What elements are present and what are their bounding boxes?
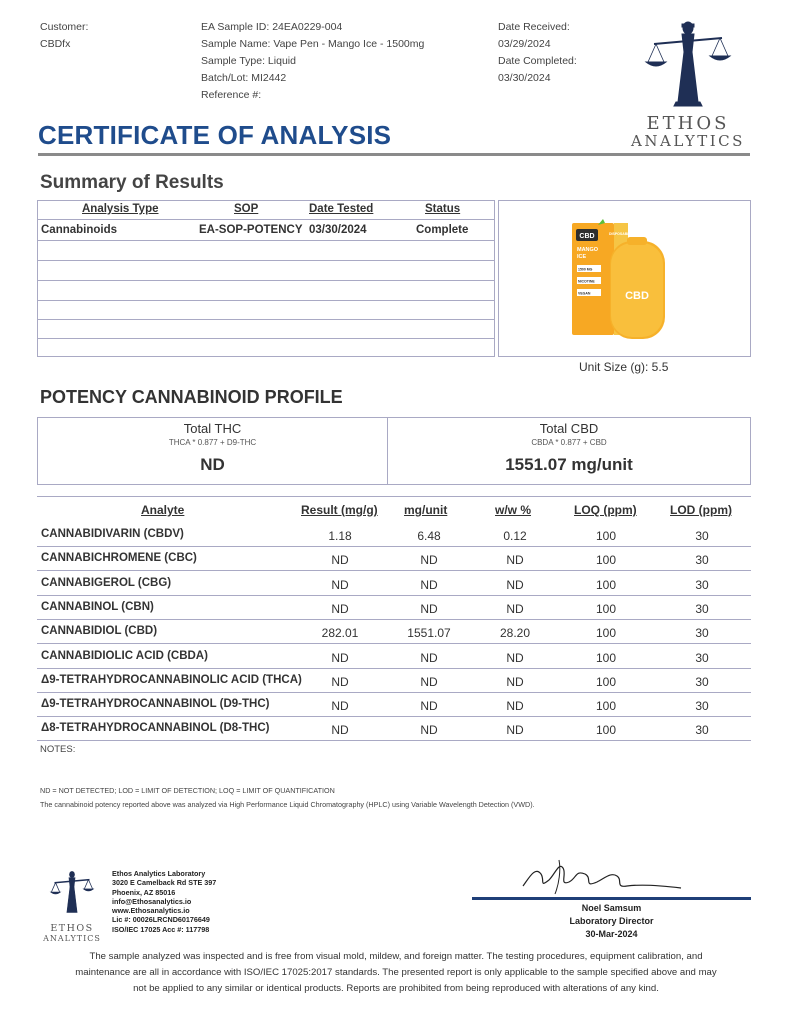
- box-flavor-2: ICE: [577, 254, 587, 260]
- total-thc-value: ND: [200, 455, 225, 474]
- analyte-name: Δ9-TETRAHYDROCANNABINOL (D9-THC): [41, 698, 270, 711]
- total-cbd-value: 1551.07 mg/unit: [505, 455, 633, 474]
- analyte-name: CANNABIDIVARIN (CBDV): [41, 528, 184, 540]
- table-row: [37, 572, 751, 596]
- customer-value: CBDfx: [40, 38, 71, 50]
- analyte-name: Δ9-TETRAHYDROCANNABINOLIC ACID (THCA): [41, 673, 302, 686]
- analyte-loq: 100: [595, 577, 617, 592]
- sample-id: EA Sample ID: 24EA0229-004: [201, 21, 343, 33]
- analyte-lod: 30: [695, 553, 709, 568]
- summary-cell-status: Complete: [416, 224, 469, 236]
- analyte-lod: 30: [695, 650, 709, 665]
- analyte-header-ww: w/w %: [495, 503, 532, 517]
- analyte-header-name: Analyte: [141, 503, 185, 517]
- analyte-result-mg-g: ND: [331, 699, 349, 714]
- analyte-name: CANNABIDIOLIC ACID (CBDA): [41, 649, 208, 662]
- analyte-header-loq: LOQ (ppm): [574, 503, 637, 517]
- analyte-mg-unit: ND: [420, 699, 438, 714]
- analyte-mg-unit: ND: [420, 723, 438, 738]
- footer-line-1: The sample analyzed was inspected and is free from visual mold, mildew, and foreign matter. The testing procedures, equipment calibration, and: [89, 951, 703, 962]
- total-cbd-label: Total CBD: [539, 421, 599, 436]
- table-row: [37, 645, 751, 669]
- analyte-name: CANNABIGEROL (CBG): [41, 576, 172, 589]
- ethos-logo-small: [36, 868, 108, 942]
- table-row: [37, 693, 751, 717]
- analyte-ww-percent: ND: [506, 674, 524, 689]
- lab-info: [112, 869, 216, 934]
- total-thc: [38, 418, 387, 475]
- lab-name: Ethos Analytics Laboratory: [112, 869, 206, 878]
- total-thc-label: Total THC: [183, 421, 242, 436]
- scales-of-justice-icon: [36, 868, 108, 918]
- scales-of-justice-icon: [618, 18, 758, 110]
- box-brand: CBD: [579, 233, 595, 240]
- analyte-loq: 100: [595, 723, 617, 738]
- analyte-header-result: Result (mg/g): [301, 503, 378, 517]
- footer-line-2: maintenance are all in accordance with ISO/IEC 17025:2017 standards. The presented report is only applicable to the sample specified above and may: [75, 967, 717, 978]
- table-row: [37, 596, 751, 620]
- summary-header-date-tested: Date Tested: [309, 203, 374, 215]
- box-badge: 1500 MG: [578, 267, 593, 272]
- analyte-loq: 100: [595, 601, 617, 616]
- analyte-lod: 30: [695, 674, 709, 689]
- analyte-name: Δ8-TETRAHYDROCANNABINOL (D8-THC): [41, 722, 270, 735]
- sample-type: Sample Type: Liquid: [201, 55, 296, 67]
- analyte-ww-percent: ND: [506, 601, 524, 616]
- sample-info-block: [201, 19, 424, 104]
- analyte-ww-percent: ND: [506, 553, 524, 568]
- analyte-loq: 100: [595, 674, 617, 689]
- analyte-ww-percent: ND: [506, 577, 524, 592]
- analyte-mg-unit: ND: [420, 577, 438, 592]
- small-logo-ethos: ETHOS: [50, 923, 94, 934]
- analyte-lod: 30: [695, 699, 709, 714]
- table-row: [37, 620, 751, 644]
- analyte-lod: 30: [695, 601, 709, 616]
- summary-header-analysis-type: Analysis Type: [82, 203, 159, 215]
- analyte-mg-unit: ND: [420, 650, 438, 665]
- potency-title: POTENCY CANNABINOID PROFILE: [40, 387, 343, 407]
- date-received-label: Date Received:: [498, 21, 570, 33]
- footer-line-3: not be applied to any similar or identical products. Reports are prohibited from being reproduced with alterations of any kind.: [133, 983, 659, 994]
- signature-date: 30-Mar-2024: [585, 929, 638, 939]
- total-cbd: [388, 418, 750, 475]
- summary-header-status: Status: [425, 203, 461, 215]
- total-thc-formula: THCA * 0.877 + D9-THC: [168, 438, 257, 447]
- date-completed-label: Date Completed:: [498, 55, 577, 67]
- analyte-lod: 30: [695, 577, 709, 592]
- lab-license: Lic #: 00026LRCND60176649: [112, 915, 210, 925]
- device-brand: CBD: [625, 290, 649, 302]
- table-row: [37, 669, 751, 693]
- small-logo-analytics: ANALYTICS: [43, 934, 101, 943]
- analyte-loq: 100: [595, 699, 617, 714]
- analyte-lod: 30: [695, 723, 709, 738]
- summary-cell-analysis-type: Cannabinoids: [41, 224, 118, 236]
- analyte-ww-percent: ND: [506, 699, 524, 714]
- customer-block: [40, 19, 88, 53]
- fine-print-definitions: ND = NOT DETECTED; LOD = LIMIT OF DETECTION; LOQ = LIMIT OF QUANTIFICATION: [40, 786, 335, 795]
- analyte-loq: 100: [595, 553, 617, 568]
- summary-cell-sop: EA-SOP-POTENCY: [199, 224, 303, 236]
- analyte-loq: 100: [595, 529, 617, 543]
- lab-address-2: Phoenix, AZ 85016: [112, 887, 176, 897]
- signature-line: [472, 897, 751, 900]
- summary-header-sop: SOP: [234, 203, 259, 215]
- analyte-lod: 30: [695, 529, 709, 543]
- analyte-header-mg-unit: mg/unit: [404, 503, 448, 517]
- fine-print-method: The cannabinoid potency reported above was analyzed via High Performance Liquid Chromatography (HPLC) using Variable Wavelength Detection (VWD).: [40, 800, 535, 809]
- product-image-box: [498, 200, 751, 357]
- analyte-loq: 100: [595, 626, 617, 641]
- title-divider: [38, 153, 750, 156]
- lab-iso: ISO/IEC 17025 Acc #: 117798: [112, 924, 210, 934]
- signer-name: Noel Samsum: [581, 903, 642, 913]
- page-title: CERTIFICATE OF ANALYSIS: [38, 120, 392, 150]
- table-row: [37, 717, 751, 741]
- analyte-mg-unit: 1551.07: [407, 626, 451, 641]
- analyte-mg-unit: ND: [420, 601, 438, 616]
- analyte-loq: 100: [595, 650, 617, 665]
- signature-image: [515, 856, 685, 898]
- total-cbd-formula: CBDA * 0.877 + CBD: [531, 438, 607, 447]
- analyte-result-mg-g: 282.01: [321, 626, 359, 641]
- date-received: 03/29/2024: [498, 38, 551, 50]
- analyte-top-rule: [37, 496, 751, 497]
- signer-role: Laboratory Director: [569, 916, 654, 926]
- totals-box: [37, 417, 751, 485]
- analyte-name: CANNABINOL (CBN): [41, 600, 154, 613]
- logo-word-ethos: ETHOS: [646, 113, 730, 134]
- lab-website[interactable]: www.Ethosanalytics.io: [112, 906, 190, 916]
- analyte-result-mg-g: ND: [331, 601, 349, 616]
- table-row: [37, 547, 751, 571]
- product-image: [499, 201, 752, 358]
- analyte-name: CANNABIDIOL (CBD): [41, 625, 158, 638]
- analyte-result-mg-g: 1.18: [328, 529, 352, 543]
- notes-label: NOTES:: [40, 744, 76, 755]
- unit-size: Unit Size (g): 5.5: [579, 360, 669, 374]
- analyte-ww-percent: 28.20: [499, 626, 531, 641]
- analyte-lod: 30: [695, 626, 709, 641]
- reference: Reference #:: [201, 89, 262, 101]
- analyte-result-mg-g: ND: [331, 674, 349, 689]
- date-completed: 03/30/2024: [498, 72, 551, 84]
- analyte-result-mg-g: ND: [331, 553, 349, 568]
- box-side-text: DISPOSABLE VAPE: [609, 232, 642, 236]
- box-note-2: VEGAN: [578, 291, 591, 296]
- box-note-1: NICOTINE: [578, 279, 595, 284]
- analyte-mg-unit: ND: [420, 674, 438, 689]
- lab-address-1: 3020 E Camelback Rd STE 397: [112, 878, 217, 888]
- box-flavor-1: MANGO: [577, 247, 599, 253]
- summary-cell-date-tested: 03/30/2024: [309, 224, 367, 236]
- dates-block: [498, 19, 577, 87]
- analyte-mg-unit: ND: [420, 553, 438, 568]
- analyte-ww-percent: 0.12: [503, 529, 527, 543]
- analyte-ww-percent: ND: [506, 723, 524, 738]
- analyte-result-mg-g: ND: [331, 650, 349, 665]
- analyte-result-mg-g: ND: [331, 577, 349, 592]
- analyte-header-lod: LOD (ppm): [670, 503, 732, 517]
- table-row: [37, 523, 751, 547]
- lab-email[interactable]: info@Ethosanalytics.io: [112, 896, 192, 906]
- analyte-result-mg-g: ND: [331, 723, 349, 738]
- ethos-logo: [618, 18, 758, 148]
- batch-lot: Batch/Lot: MI2442: [201, 72, 287, 84]
- analyte-ww-percent: ND: [506, 650, 524, 665]
- analyte-mg-unit: 6.48: [417, 529, 441, 543]
- summary-title: Summary of Results: [40, 172, 224, 193]
- logo-word-analytics: ANALYTICS: [631, 132, 745, 150]
- footer-disclaimer: [40, 949, 752, 997]
- customer-label: Customer:: [40, 21, 89, 33]
- sample-name: Sample Name: Vape Pen - Mango Ice - 1500mg: [201, 38, 425, 50]
- summary-table: [37, 200, 495, 357]
- analyte-name: CANNABICHROMENE (CBC): [41, 552, 197, 565]
